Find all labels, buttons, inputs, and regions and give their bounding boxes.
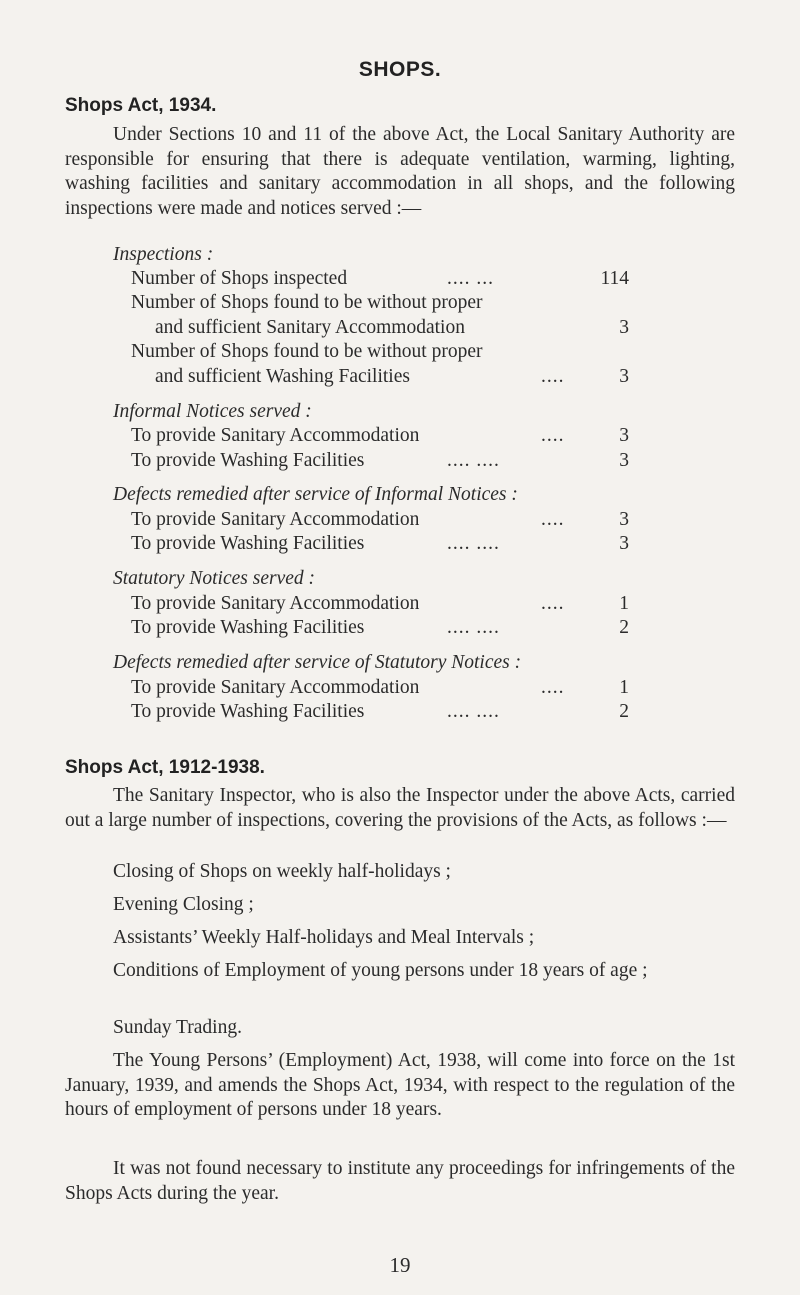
- group-title-informal-notices: Informal Notices served :: [113, 401, 312, 422]
- list-item: Closing of Shops on weekly half-holidays ;: [113, 861, 451, 882]
- list-item: Assistants’ Weekly Half-holidays and Meal Intervals ;: [113, 927, 535, 948]
- leader-dots: .... ....: [447, 450, 500, 471]
- page-title: SHOPS.: [358, 58, 442, 81]
- group-title-inspections: Inspections :: [113, 244, 214, 265]
- row-value: 3: [619, 425, 629, 446]
- leader-dots: .... ....: [447, 617, 500, 638]
- row-value: 114: [600, 268, 629, 289]
- row-value: 3: [619, 317, 629, 338]
- table-row: [131, 677, 629, 701]
- section2-paragraph-young-persons: The Young Persons’ (Employment) Act, 1938, will come into force on the 1st January, 1939, and amends the Shops Act, 1934, with respect to the regulation of the hours of employment of persons under 18 years.: [65, 1050, 735, 1121]
- list-item: Sunday Trading.: [113, 1017, 242, 1038]
- leader-dots: .... ...: [447, 268, 494, 289]
- leader-dots: ....: [541, 366, 565, 387]
- table-row: [131, 341, 629, 365]
- section1-intro: Under Sections 10 and 11 of the above Act, the Local Sanitary Authority are responsible for ensuring that there is adequate ventilation, warming, lighting, washing facilities and sanitary accommodation in all shops, and the following inspections were made and notices served :—: [65, 124, 735, 219]
- table-row: [131, 533, 629, 557]
- section2-paragraph-proceedings: It was not found necessary to institute any proceedings for infringements of the Shops Acts during the year.: [65, 1158, 735, 1204]
- table-row: [131, 268, 629, 292]
- row-label: Number of Shops found to be without proper: [131, 341, 483, 362]
- row-label: To provide Sanitary Accommodation: [131, 509, 420, 530]
- group-title-defects-informal: Defects remedied after service of Informal Notices :: [113, 484, 518, 505]
- group-title-statutory-notices: Statutory Notices served :: [113, 568, 315, 589]
- section2-intro: The Sanitary Inspector, who is also the Inspector under the above Acts, carried out a large number of inspections, covering the provisions of the Acts, as follows :—: [65, 785, 735, 831]
- table-row: [131, 509, 629, 533]
- row-value: 3: [619, 533, 629, 554]
- list-item: Conditions of Employment of young persons under 18 years of age ;: [113, 960, 648, 981]
- table-row: [131, 317, 629, 341]
- row-label: To provide Washing Facilities: [131, 450, 365, 471]
- table-row: [131, 701, 629, 725]
- section-heading-shops-act-1912-1938: Shops Act, 1912-1938.: [65, 757, 265, 778]
- leader-dots: ....: [541, 593, 565, 614]
- row-label: To provide Washing Facilities: [131, 617, 365, 638]
- table-row: [131, 425, 629, 449]
- leader-dots: .... ....: [447, 533, 500, 554]
- page-number: 19: [389, 1253, 411, 1277]
- table-row: [131, 366, 629, 390]
- leader-dots: ....: [541, 509, 565, 530]
- row-value: 3: [619, 366, 629, 387]
- row-label: Number of Shops inspected: [131, 268, 348, 289]
- leader-dots: ....: [541, 677, 565, 698]
- leader-dots: .... ....: [447, 701, 500, 722]
- row-value: 1: [619, 593, 629, 614]
- row-label: To provide Washing Facilities: [131, 701, 365, 722]
- table-row: [131, 617, 629, 641]
- row-value: 3: [619, 509, 629, 530]
- row-value: 2: [619, 617, 629, 638]
- row-value: 2: [619, 701, 629, 722]
- row-label: Number of Shops found to be without proper: [131, 292, 483, 313]
- table-row: [131, 450, 629, 474]
- section-heading-shops-act-1934: Shops Act, 1934.: [65, 95, 217, 116]
- row-label: To provide Sanitary Accommodation: [131, 677, 420, 698]
- table-row: [131, 292, 629, 316]
- leader-dots: ....: [541, 425, 565, 446]
- row-label: To provide Sanitary Accommodation: [131, 425, 420, 446]
- list-item: Evening Closing ;: [113, 894, 254, 915]
- group-title-defects-statutory: Defects remedied after service of Statutory Notices :: [113, 652, 522, 673]
- row-value: 3: [619, 450, 629, 471]
- row-label: To provide Washing Facilities: [131, 533, 365, 554]
- row-label: and sufficient Sanitary Accommodation: [155, 317, 465, 338]
- row-label: To provide Sanitary Accommodation: [131, 593, 420, 614]
- table-row: [131, 593, 629, 617]
- row-label: and sufficient Washing Facilities: [155, 366, 410, 387]
- row-value: 1: [619, 677, 629, 698]
